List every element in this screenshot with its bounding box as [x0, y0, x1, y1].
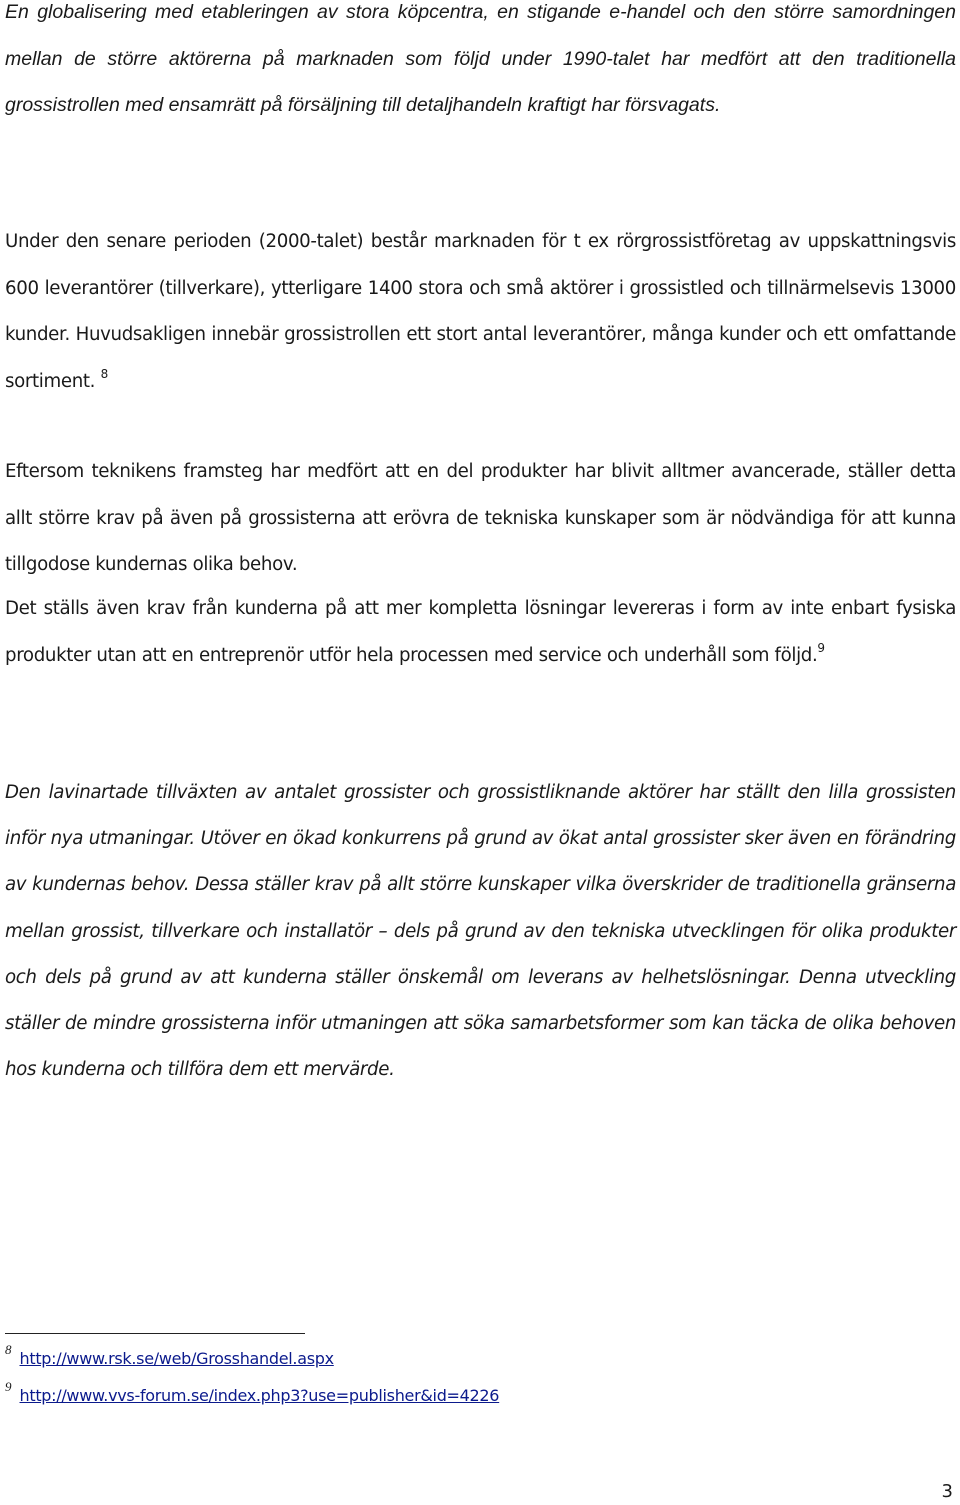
paragraph-technology	[5, 449, 956, 589]
footnote-reference: 8	[100, 366, 108, 381]
footnote	[5, 1379, 500, 1405]
footnote-reference: 9	[817, 640, 825, 655]
footnote	[5, 1342, 334, 1368]
paragraph-globalisering	[5, 0, 956, 129]
footnote-number: 9	[5, 1379, 12, 1394]
paragraph-text: Den lavinartade tillväxten av antalet grossister och grossistliknande aktörer har ställt den lilla grossisten inför nya utmaningar. Utöver en ökad konkurrens på grund av ökat antal grossister sker även en förändring av kundernas behov. Dessa ställer krav på allt större kunskaper vilka överskrider de traditionella gränserna mellan grossist, tillverkare och installatör – dels på grund av den tekniska utvecklingen för olika produkter och dels på grund av att kunderna ställer önskemål om leverans av helhetslösningar. Denna utveckling ställer de mindre grossisterna inför utmaningen att söka samarbetsformer som kan täcka de olika behoven hos kunderna och tillföra dem ett mervärde.	[5, 782, 956, 1081]
page-number: 3	[941, 1481, 953, 1502]
paragraph-text: Det ställs även krav från kunderna på att mer kompletta lösningar levereras i form av inte enbart fysiska produkter utan att en entreprenör utför hela processen med service och underhåll som följd.	[5, 598, 956, 666]
footnote-separator	[5, 1333, 305, 1334]
paragraph-text: Eftersom teknikens framsteg har medfört att en del produkter har blivit alltmer avancerade, ställer detta allt större krav på även på grossisterna att erövra de tekniska kunskaper som är nödvändiga för att kunna tillgodose kundernas olika behov.	[5, 461, 956, 575]
footnote-link[interactable]: http://www.vvs-forum.se/index.php3?use=publisher&id=4226	[19, 1386, 500, 1405]
paragraph-market-structure	[5, 219, 956, 405]
paragraph-customer-demands	[5, 586, 956, 679]
paragraph-challenges	[5, 770, 956, 1093]
paragraph-text: En globalisering med etableringen av stora köpcentra, en stigande e-handel och den större samordningen mellan de större aktörerna på marknaden som följd under 1990-talet har medfört att den traditionella grossistrollen med ensamrätt på försäljning till detaljhandeln kraftigt har försvagats.	[5, 1, 956, 117]
footnote-link[interactable]: http://www.rsk.se/web/Grosshandel.aspx	[19, 1349, 334, 1368]
paragraph-text: Under den senare perioden (2000-talet) består marknaden för t ex rörgrossistföretag av uppskattningsvis 600 leverantörer (tillverkare), ytterligare 1400 stora och små aktörer i grossistled och tillnärmelsevis 13000 kunder. Huvudsakligen innebär grossistrollen ett stort antal leverantörer, många kunder och ett omfattande sortiment.	[5, 231, 956, 392]
footnote-number: 8	[5, 1342, 12, 1357]
